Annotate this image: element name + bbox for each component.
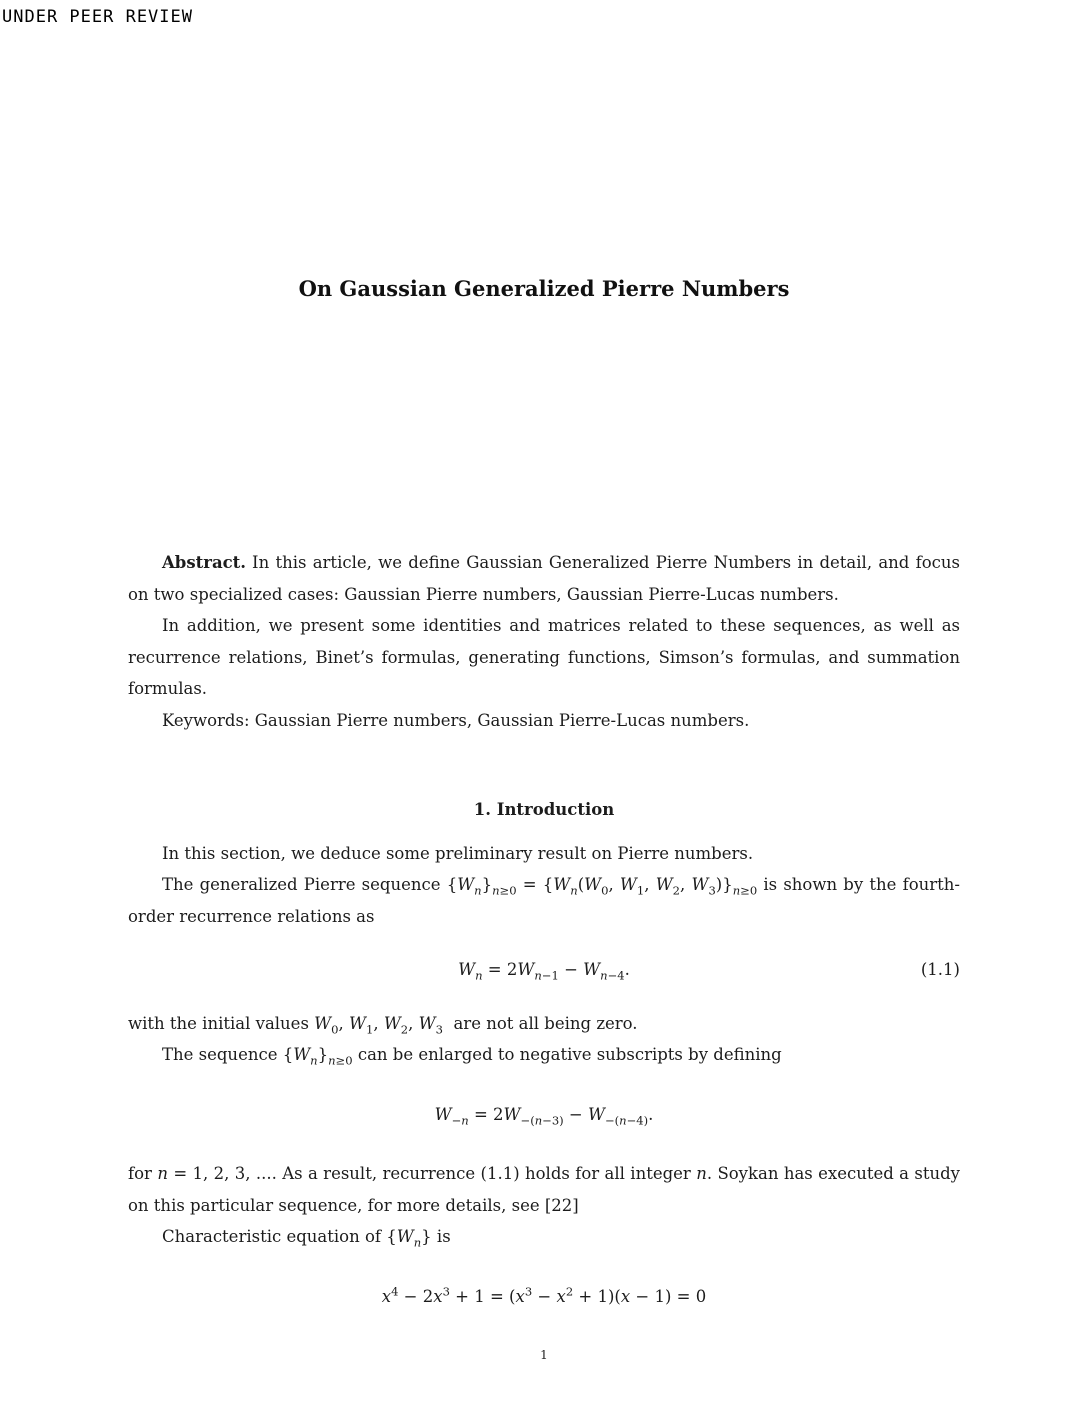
section-heading-introduction: 1. Introduction <box>473 800 615 819</box>
abstract-paragraph-1 <box>128 547 960 610</box>
equation-1-1-number: (1.1) <box>920 960 960 979</box>
equation-characteristic <box>128 1281 960 1313</box>
intro-paragraph-4: The sequence $\{W_n\}_{n\ge 0}$ can be enlarged to negative subscripts by defining <box>162 1045 782 1068</box>
equation-1-1 <box>128 954 960 986</box>
abstract-section <box>128 547 960 736</box>
intro-paragraph-6: Characteristic equation of $\{W_n\}$ is <box>162 1227 451 1250</box>
abstract-text: In this article, we define Gaussian Generalized Pierre Numbers in detail, and focus on two specialized cases: Gaussian Pierre numbers, Gaussian Pierre-Lucas numbers. <box>128 553 960 604</box>
intro-paragraph-2: The generalized Pierre sequence $\{W_n\}_{n\ge 0} = \{W_n(W_0$, $W_1$, $W_2$, $W_3)\}_{n\ge 0}$ is shown by the fourth-order recurrence relations as <box>128 875 960 926</box>
abstract-paragraph-2: In addition, we present some identities and matrices related to these sequences, as well as recurrence relations, Binet’s formulas, generating functions, Simson’s formulas, and summation formulas. <box>128 616 960 698</box>
equation-1-1-body: $W_n = 2W_{n-1} - W_{n-4}$. <box>458 960 630 983</box>
intro-paragraph-3: with the initial values $W_0$, $W_1$, $W_2$, $W_3$ are not all being zero. <box>128 1013 638 1036</box>
intro-paragraph-1: In this section, we deduce some preliminary result on Pierre numbers. <box>162 843 754 863</box>
equation-negative-subscript-body: $W_{-n} = 2W_{-(n-3)} - W_{-(n-4)}$. <box>434 1104 654 1127</box>
keywords-line: Keywords: Gaussian Pierre numbers, Gaussian Pierre-Lucas numbers. <box>162 710 750 730</box>
abstract-label: Abstract. <box>162 553 247 572</box>
paper-title: On Gaussian Generalized Pierre Numbers <box>298 276 790 301</box>
page-number: 1 <box>540 1348 548 1362</box>
equation-negative-subscript <box>128 1099 960 1131</box>
equation-characteristic-body: $x^4 - 2x^3 + 1 = (x^3 - x^2 + 1)(x - 1) = 0$ <box>381 1284 707 1306</box>
peer-review-watermark: UNDER PEER REVIEW <box>2 7 193 27</box>
paper-body <box>128 547 960 1372</box>
intro-paragraph-5: for n = 1, 2, 3, .... As a result, recurrence (1.1) holds for all integer n. Soykan has executed a study on this particular sequence, for more details, see [22] <box>128 1164 960 1215</box>
